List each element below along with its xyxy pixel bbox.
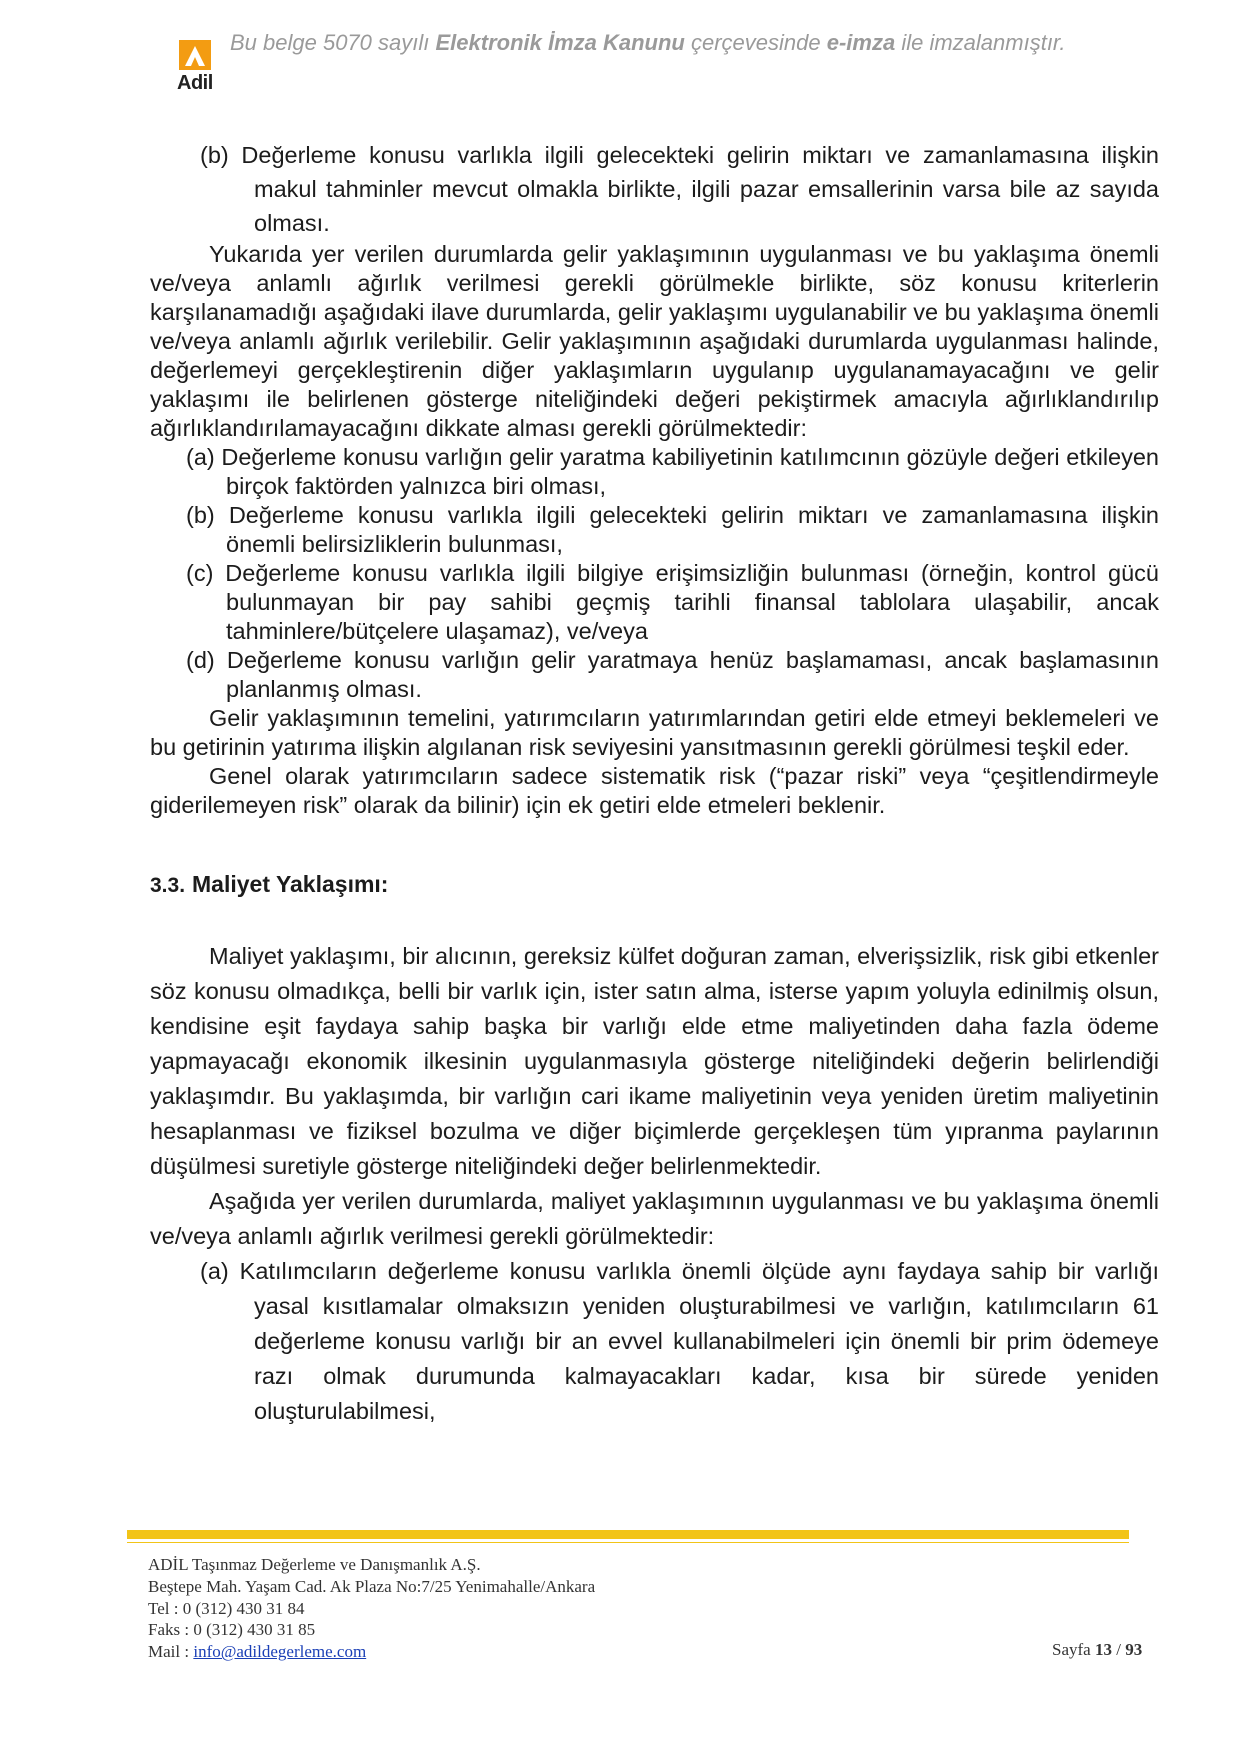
esignature-notice: Bu belge 5070 sayılı Elektronik İmza Kanunu çerçevesinde e-imza ile imzalanmıştır. bbox=[230, 30, 1066, 55]
paragraph-income-basis: Gelir yaklaşımının temelini, yatırımcıların yatırımlarından getiri elde etmeyi beklemeleri ve bu getirinin yatırıma ilişkin algılanan risk seviyesini yansıtmasının gerekli görülmesi teşkil eder. bbox=[150, 705, 1159, 760]
section-number: 3.3. bbox=[150, 874, 186, 897]
list-item: (b) Değerleme konusu varlıkla ilgili gelecekteki gelirin miktarı ve zamanlamasına ilişkin önemli belirsizliklerin bulunması, bbox=[186, 502, 1159, 557]
footer-divider bbox=[127, 1530, 1129, 1539]
paragraph-cost-conditions: Aşağıda yer verilen durumlarda, maliyet yaklaşımının uygulanması ve bu yaklaşıma önemli ve/veya anlamlı ağırlık verilmesi gerekli görülmektedir: bbox=[150, 1188, 1159, 1249]
footer-divider-thin bbox=[127, 1542, 1129, 1543]
page-number: Sayfa 13 / 93 bbox=[1052, 1640, 1143, 1659]
footer-contact bbox=[148, 1554, 595, 1663]
list-item-b-top: (b) Değerleme konusu varlıkla ilgili gelecekteki gelirin miktarı ve zamanlamasına ilişkin makul tahminler mevcut olmakla birlikte, ilgili pazar emsallerinin varsa bile az sayıda olması. bbox=[200, 142, 1159, 236]
list-item: (c) Değerleme konusu varlıkla ilgili bilgiye erişimsizliğin bulunması (örneğin, kontrol gücü bulunmayan bir pay sahibi geçmiş tarihli finansal tablolara ulaşabilir, ancak tahminlere/bütçelere ulaşamaz), ve/veya bbox=[186, 560, 1159, 644]
footer-mail-label: Mail : bbox=[148, 1642, 194, 1662]
list-item: (d) Değerleme konusu varlığın gelir yaratmaya henüz başlamaması, ancak başlamasının planlanmış olması. bbox=[186, 647, 1159, 702]
footer-address: Beştepe Mah. Yaşam Cad. Ak Plaza No:7/25 Yenimahalle/Ankara bbox=[148, 1576, 596, 1596]
paragraph-cost-approach: Maliyet yaklaşımı, bir alıcının, gereksiz külfet doğuran zaman, elverişsizlik, risk gibi etkenler söz konusu olmadıkça, belli bir varlık için, ister satın alma, isterse yapım yoluyla edinilmiş olsun, kendisine eşit faydaya sahip başka bir varlığı elde etme maliyetinden daha fazla ödeme yapmayacağı ekonomik ilkesinin uygulanmasıyla gösterge niteliğindeki değerin belirlendiği yaklaşımdır. Bu yaklaşımda, bir varlığın cari ikame maliyetinin veya yeniden üretim maliyetinin hesaplanması ve fiziksel bozulma ve diğer biçimlerde gerçekleşen tüm yıpranma paylarının düşülmesi suretiyle gösterge niteliğindeki değer belirlenmektedir. bbox=[150, 943, 1159, 1179]
footer-company: ADİL Taşınmaz Değerleme ve Danışmanlık A.Ş. bbox=[148, 1555, 481, 1574]
section-title: Maliyet Yaklaşımı: bbox=[192, 871, 389, 897]
logo-text: Adil bbox=[177, 72, 213, 94]
list-item-a: (a) Katılımcıların değerleme konusu varlıkla önemli ölçüde aynı faydaya sahip bir varlığı yasal kısıtlamalar olmaksızın yeniden oluşturabilmesi ve varlığın, katılımcıların 61 değerleme konusu varlığı bir an evvel kullanabilmeleri için önemli bir prim ödemeye razı olmak durumunda kalmayacakları kadar, kısa bir sürede yeniden oluşturulabilmesi, bbox=[200, 1258, 1159, 1424]
footer-fax: Faks : 0 (312) 430 31 85 bbox=[148, 1620, 316, 1640]
logo-triangle-icon bbox=[175, 40, 217, 76]
paragraph-systematic-risk: Genel olarak yatırımcıların sadece sistematik risk (“pazar riski” veya “çeşitlendirmeyle giderilemeyen risk” olarak da bilinir) için ek getiri elde etmeleri beklenir. bbox=[150, 763, 1159, 818]
footer-mail-link[interactable]: info@adildegerleme.com bbox=[193, 1642, 367, 1662]
footer-mail-row bbox=[148, 1641, 595, 1663]
list-item: (a) Değerleme konusu varlığın gelir yaratma kabiliyetinin katılımcının gözüyle değeri etkileyen birçok faktörden yalnızca biri olması, bbox=[186, 444, 1159, 499]
document-body bbox=[150, 138, 1159, 1429]
paragraph-income-approach: Yukarıda yer verilen durumlarda gelir yaklaşımının uygulanması ve bu yaklaşıma önemli ve/veya anlamlı ağırlık verilmesi gerekli görülmekle birlikte, söz konusu kriterlerin karşılanamadığı aşağıdaki ilave durumlarda, gelir yaklaşımı uygulanabilir ve bu yaklaşıma önemli ve/veya anlamlı ağırlık verilebilir. Gelir yaklaşımının aşağıdaki durumlarda uygulanması halinde, değerlemeyi gerçekleştirenin diğer yaklaşımların uygulanıp uygulanamayacağını ve gelir yaklaşımı ile belirlenen gösterge niteliğindeki değeri pekiştirmek amacıyla ağırlıklandırılıp ağırlıklandırılamayacağını dikkate alması gerekli görülmektedir: bbox=[150, 241, 1159, 441]
section-heading bbox=[150, 870, 1159, 899]
footer-tel: Tel : 0 (312) 430 31 84 bbox=[148, 1598, 305, 1618]
income-conditions-list bbox=[150, 443, 1159, 704]
cost-approach-section bbox=[150, 939, 1159, 1429]
